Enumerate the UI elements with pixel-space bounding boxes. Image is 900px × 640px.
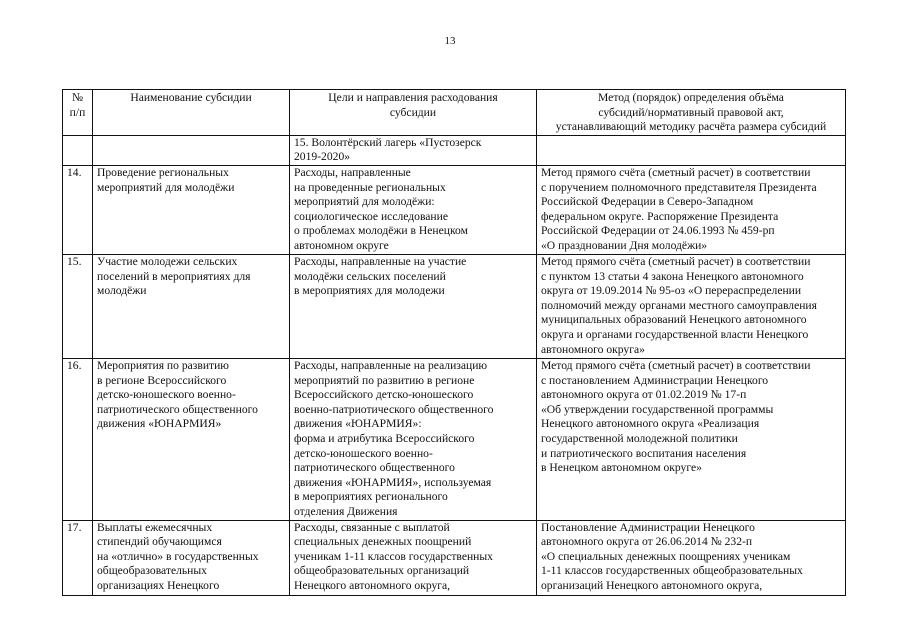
text-line: отделения Движения (294, 504, 398, 518)
text-line: Проведение региональных (97, 165, 229, 179)
text-line: ученикам 1-11 классов государственных (294, 549, 493, 563)
text-line: молодёжи (97, 284, 147, 298)
text-line: движения «ЮНАРМИЯ» (97, 417, 222, 431)
text-line: мероприятий по развитию в регионе (294, 373, 475, 387)
name-cell (93, 135, 290, 165)
text-line: федеральном округе. Распоряжение Президента (541, 209, 779, 223)
text-line: «О праздновании Дня молодёжи» (541, 238, 708, 252)
table-row (63, 135, 846, 165)
text-line: Метод прямого счёта (сметный расчет) в соответствии (541, 358, 811, 372)
text-line: Мероприятия по развитию (97, 358, 229, 372)
text-line: организациях Ненецкого (97, 578, 220, 592)
text-line: Расходы, направленные на реализацию (294, 358, 488, 372)
text-line: Ненецкого автономного округа, (294, 578, 451, 592)
text-line: социологическое исследование (294, 209, 448, 223)
text-line: Цели и направления расходования (328, 91, 498, 104)
text-line: движения «ЮНАРМИЯ», используемая (294, 475, 492, 489)
method-cell (537, 135, 846, 165)
text-line: государственной молодежной политики (541, 431, 738, 445)
text-line: с поручением полномочного представителя Президента (541, 180, 817, 194)
goals-cell (290, 254, 537, 358)
text-line: п/п (69, 105, 86, 119)
text-line: мероприятий для молодёжи (97, 180, 235, 194)
text-line: стипендий обучающимся (97, 535, 222, 549)
text-line: автономного округа» (541, 342, 645, 356)
method-cell (537, 165, 846, 254)
text-line: о проблемах молодёжи в Ненецком (294, 224, 468, 238)
row-number: 16. (63, 358, 93, 520)
text-line: патриотического общественного (294, 461, 455, 475)
text-line: округа и органами государственной власти Ненецкого (541, 327, 809, 341)
subsidies-table (62, 89, 846, 596)
text-line: в мероприятиях для молодежи (294, 284, 445, 298)
text-line: патриотического общественного (97, 402, 258, 416)
name-cell (93, 165, 290, 254)
text-line: Наименование субсидии (130, 91, 252, 104)
text-line: автономного округа от 26.06.2014 № 232-п (541, 535, 753, 549)
text-line: поселений в мероприятиях для (97, 269, 251, 283)
header-name-cell (93, 90, 290, 136)
text-line: на «отлично» в государственных (97, 549, 259, 563)
row-number (63, 135, 93, 165)
name-cell (93, 520, 290, 595)
row-number: 14. (63, 165, 93, 254)
text-line: округа от 19.09.2014 № 95-оз «О перераспределении (541, 284, 802, 298)
table-row (63, 254, 846, 358)
text-line: на проведенные региональных (294, 180, 446, 194)
text-line: Всероссийского детско-юношеского (294, 388, 474, 402)
text-line: полномочий между органами местного самоуправления (541, 298, 817, 312)
goals-cell (290, 135, 537, 165)
page-number: 13 (444, 35, 456, 47)
text-line: устанавливающий методику расчёта размера субсидий (555, 120, 827, 134)
name-cell (93, 254, 290, 358)
row-number: 15. (63, 254, 93, 358)
text-line: Метод прямого счёта (сметный расчет) в соответствии (541, 165, 811, 179)
text-line: Ненецкого автономного округа «Реализация (541, 417, 760, 431)
text-line: мероприятий для молодёжи: (294, 195, 435, 209)
text-line: молодёжи сельских поселений (294, 269, 446, 283)
text-line: Расходы, направленные на участие (294, 254, 467, 268)
text-line: в регионе Всероссийского (97, 373, 227, 387)
text-line: Выплаты ежемесячных (97, 520, 213, 534)
text-line: в мероприятиях регионального (294, 490, 448, 504)
row-number: 17. (63, 520, 93, 595)
text-line: «Об утверждении государственной программы (541, 402, 774, 416)
goals-cell (290, 165, 537, 254)
text-line: 15. Волонтёрский лагерь «Пустозерск (294, 135, 482, 149)
header-method-cell (537, 90, 846, 136)
text-line: 1-11 классов государственных общеобразовательных (541, 564, 803, 578)
text-line: военно-патриотического общественного (294, 402, 494, 416)
text-line: общеобразовательных (97, 564, 207, 578)
text-line: муниципальных образований Ненецкого автономного (541, 313, 807, 327)
table-row (63, 165, 846, 254)
text-line: общеобразовательных организаций (294, 564, 470, 578)
header-number-cell (63, 90, 93, 136)
table-row (63, 358, 846, 520)
text-line: движения «ЮНАРМИЯ»: (294, 417, 422, 431)
method-cell (537, 358, 846, 520)
name-cell (93, 358, 290, 520)
text-line: 2019-2020» (294, 150, 351, 164)
table-row (63, 520, 846, 595)
text-line: субсидий/нормативный правовой акт, (598, 105, 784, 119)
text-line: детско-юношеского военно- (97, 388, 236, 402)
text-line: № (71, 91, 84, 104)
text-line: Метод прямого счёта (сметный расчет) в соответствии (541, 254, 811, 268)
text-line: Расходы, направленные (294, 165, 411, 179)
text-line: автономном округе (294, 238, 389, 252)
table-header-row (63, 90, 846, 136)
header-goals-cell (290, 90, 537, 136)
text-line: Российской Федерации в Северо-Западном (541, 195, 754, 209)
text-line: Постановление Администрации Ненецкого (541, 520, 755, 534)
text-line: организаций Ненецкого автономного округа, (541, 578, 763, 592)
text-line: детско-юношеского военно- (294, 446, 433, 460)
text-line: в Ненецком автономном округе» (541, 461, 702, 475)
text-line: Участие молодежи сельских (97, 254, 238, 268)
text-line: субсидии (389, 105, 437, 119)
text-line: Российской Федерации от 24.06.1993 № 459-рп (541, 224, 775, 238)
text-line: «О специальных денежных поощрениях ученикам (541, 549, 791, 563)
text-line: с постановлением Администрации Ненецкого (541, 373, 769, 387)
text-line: с пунктом 13 статьи 4 закона Ненецкого автономного (541, 269, 804, 283)
method-cell (537, 520, 846, 595)
method-cell (537, 254, 846, 358)
text-line: Расходы, связанные с выплатой (294, 520, 450, 534)
text-line: форма и атрибутика Всероссийского (294, 431, 475, 445)
text-line: Метод (порядок) определения объёма (598, 91, 784, 104)
text-line: автономного округа от 01.02.2019 № 17-п (541, 388, 747, 402)
text-line: и патриотического воспитания населения (541, 446, 747, 460)
goals-cell (290, 520, 537, 595)
text-line: специальных денежных поощрений (294, 535, 472, 549)
goals-cell (290, 358, 537, 520)
